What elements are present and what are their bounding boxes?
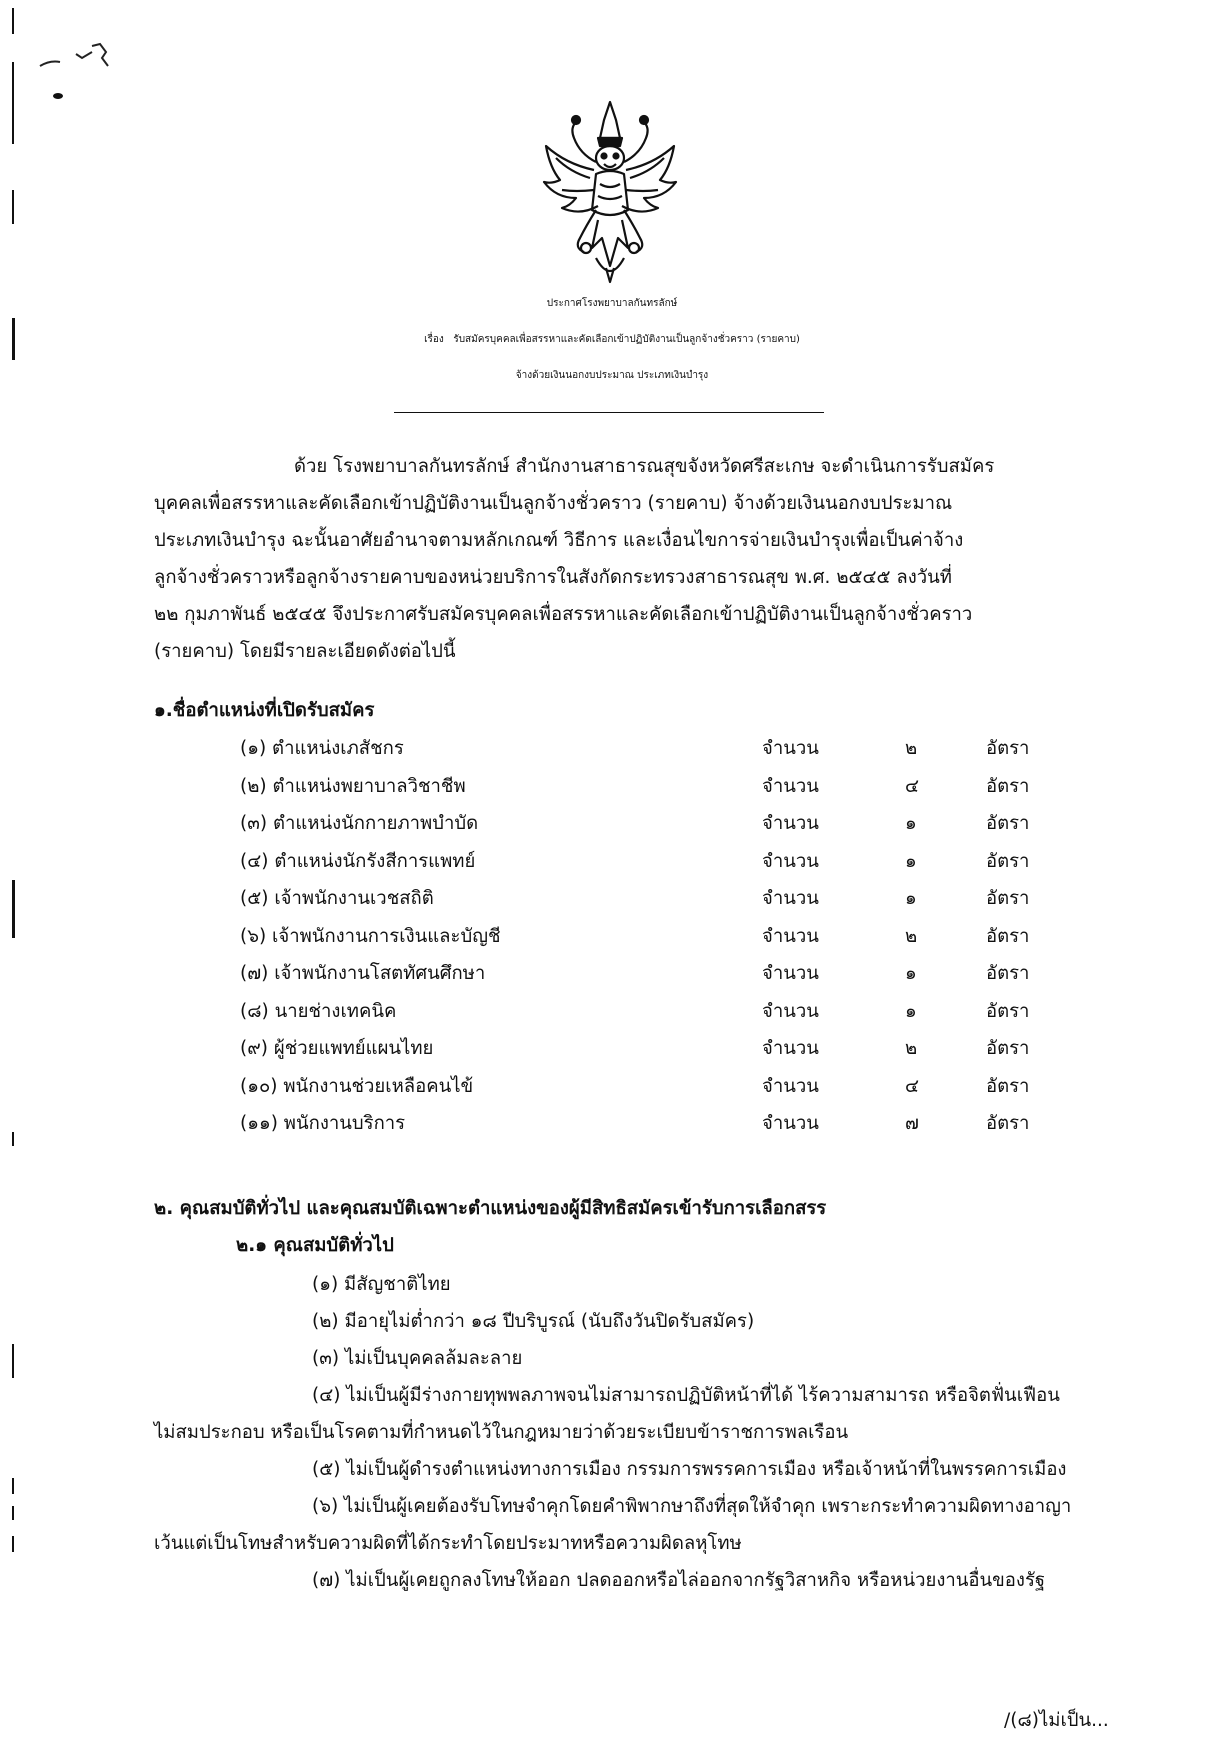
- qualification-item-continued: ไม่สมประกอบ หรือเป็นโรคตามที่กำหนดไว้ในกฎหมายว่าด้วยระเบียบข้าราชการพลเรือน: [154, 1422, 849, 1443]
- scan-edge-mark: [12, 8, 14, 34]
- position-count: ๑: [905, 850, 917, 872]
- announcement-subject: [0, 326, 1224, 354]
- position-name: (๒) ตำแหน่งพยาบาลวิชาชีพ: [240, 775, 466, 797]
- position-count-label: จำนวน: [762, 963, 819, 984]
- qualification-item: (๔) ไม่เป็นผู้มีร่างกายทุพพลภาพจนไม่สามารถปฏิบัติหน้าที่ได้ ไร้ความสามารถ หรือจิตฟั่นเฟือน: [312, 1385, 1060, 1406]
- position-unit: อัตรา: [986, 813, 1030, 834]
- position-count: ๔: [905, 1075, 920, 1097]
- list-item: [240, 993, 1070, 1031]
- position-count-label: จำนวน: [762, 925, 819, 947]
- intro-line: ลูกจ้างชั่วคราวหรือลูกจ้างรายคาบของหน่วยบริการในสังกัดกระทรวงสาธารณสุข พ.ศ. ๒๕๔๕ ลงวันที่: [154, 567, 952, 588]
- list-item: [240, 918, 1070, 956]
- list-item: [240, 955, 1070, 993]
- subject-text: รับสมัครบุคคลเพื่อสรรหาและคัดเลือกเข้าปฏิบัติงานเป็นลูกจ้างชั่วคราว (รายคาบ): [453, 334, 800, 345]
- position-name: (๗) เจ้าพนักงานโสตทัศนศึกษา: [240, 963, 486, 984]
- scan-edge-mark: [12, 880, 15, 938]
- section1-heading: ๑.ชื่อตำแหน่งที่เปิดรับสมัคร: [154, 700, 375, 721]
- position-count-label: จำนวน: [762, 775, 819, 797]
- scan-edge-mark: [12, 1506, 14, 1520]
- position-name: (๔) ตำแหน่งนักรังสีการแพทย์: [240, 850, 476, 872]
- section2-subheading: ๒.๑ คุณสมบัติทั่วไป: [236, 1235, 394, 1256]
- intro-line: (รายคาบ) โดยมีรายละเอียดดังต่อไปนี้: [154, 641, 456, 662]
- qualification-item: (๓) ไม่เป็นบุคคลล้มละลาย: [312, 1348, 523, 1369]
- list-item: [240, 805, 1070, 843]
- position-count: ๗: [905, 1113, 919, 1134]
- position-unit: อัตรา: [986, 738, 1030, 759]
- qualification-item: (๒) มีอายุไม่ต่ำกว่า ๑๘ ปีบริบูรณ์ (นับถึงวันปิดรับสมัคร): [312, 1311, 755, 1332]
- list-item: [240, 880, 1070, 918]
- position-name: (๑๑) พนักงานบริการ: [240, 1113, 406, 1134]
- position-name: (๖) เจ้าพนักงานการเงินและบัญชี: [240, 925, 501, 947]
- position-unit: อัตรา: [986, 775, 1030, 797]
- list-item: [240, 1105, 1070, 1143]
- position-count: ๒: [905, 1038, 918, 1059]
- scan-edge-mark: [12, 190, 14, 224]
- position-count: ๒: [905, 925, 918, 947]
- position-count: ๑: [905, 888, 917, 909]
- position-unit: อัตรา: [986, 850, 1030, 872]
- position-unit: อัตรา: [986, 925, 1030, 947]
- position-count: ๑: [905, 813, 917, 834]
- position-name: (๙) ผู้ช่วยแพทย์แผนไทย: [240, 1038, 434, 1059]
- intro-line: บุคคลเพื่อสรรหาและคัดเลือกเข้าปฏิบัติงานเป็นลูกจ้างชั่วคราว (รายคาบ) จ้างด้วยเงินนอกงบประมาณ: [154, 493, 953, 514]
- intro-line: ด้วย โรงพยาบาลกันทรลักษ์ สำนักงานสาธารณสุขจังหวัดศรีสะเกษ จะดำเนินการรับสมัคร: [294, 456, 995, 477]
- position-count: ๔: [905, 775, 920, 797]
- scan-edge-mark: [12, 1344, 14, 1378]
- list-item: [240, 730, 1070, 768]
- position-unit: อัตรา: [986, 1038, 1030, 1059]
- positions-list: [240, 730, 1070, 1143]
- announcement-subject-line2: จ้างด้วยเงินนอกงบประมาณ ประเภทเงินบำรุง: [515, 370, 709, 381]
- qualification-item: (๕) ไม่เป็นผู้ดำรงตำแหน่งทางการเมือง กรรมการพรรคการเมือง หรือเจ้าหน้าที่ในพรรคการเมือง: [312, 1459, 1067, 1480]
- position-count-label: จำนวน: [762, 738, 819, 759]
- list-item: [240, 843, 1070, 881]
- list-item: [240, 768, 1070, 806]
- page-continuation: /(๘)ไม่เป็น...: [1004, 1710, 1109, 1731]
- position-name: (๑๐) พนักงานช่วยเหลือคนไข้: [240, 1075, 474, 1097]
- position-count-label: จำนวน: [762, 1113, 819, 1134]
- position-count-label: จำนวน: [762, 1038, 819, 1059]
- qualification-item: (๑) มีสัญชาติไทย: [312, 1274, 451, 1295]
- position-unit: อัตรา: [986, 1000, 1030, 1022]
- position-unit: อัตรา: [986, 1113, 1030, 1134]
- position-name: (๕) เจ้าพนักงานเวชสถิติ: [240, 888, 434, 909]
- section2-heading: ๒. คุณสมบัติทั่วไป และคุณสมบัติเฉพาะตำแหน่งของผู้มีสิทธิสมัครเข้ารับการเลือกสรร: [154, 1198, 827, 1219]
- header-divider: [394, 412, 824, 413]
- scan-speck: [36, 36, 116, 106]
- subject-label: เรื่อง: [424, 334, 444, 345]
- position-count: ๑: [905, 963, 917, 984]
- scan-edge-mark: [12, 1478, 14, 1494]
- position-name: (๓) ตำแหน่งนักกายภาพบำบัด: [240, 813, 479, 834]
- list-item: [240, 1068, 1070, 1106]
- position-count-label: จำนวน: [762, 888, 819, 909]
- position-count: ๒: [905, 738, 918, 759]
- position-count-label: จำนวน: [762, 850, 819, 872]
- qualification-item: (๖) ไม่เป็นผู้เคยต้องรับโทษจำคุกโดยคำพิพากษาถึงที่สุดให้จำคุก เพราะกระทำความผิดทางอาญา: [312, 1496, 1072, 1517]
- position-name: (๘) นายช่างเทคนิค: [240, 1000, 397, 1022]
- qualification-item-continued: เว้นแต่เป็นโทษสำหรับความผิดที่ได้กระทำโดยประมาทหรือความผิดลหุโทษ: [154, 1533, 742, 1554]
- position-name: (๑) ตำแหน่งเภสัชกร: [240, 738, 404, 759]
- intro-line: ประเภทเงินบำรุง ฉะนั้นอาศัยอำนาจตามหลักเกณฑ์ วิธีการ และเงื่อนไขการจ่ายเงินบำรุงเพื่อเป็นค่าจ้าง: [154, 530, 964, 551]
- scan-edge-mark: [12, 62, 14, 144]
- list-item: [240, 1030, 1070, 1068]
- scan-edge-mark: [12, 1536, 14, 1552]
- position-count-label: จำนวน: [762, 813, 819, 834]
- position-unit: อัตรา: [986, 888, 1030, 909]
- intro-line: ๒๒ กุมภาพันธ์ ๒๕๔๕ จึงประกาศรับสมัครบุคคลเพื่อสรรหาและคัดเลือกเข้าปฏิบัติงานเป็นลูกจ้างชั่วคราว: [154, 604, 973, 625]
- scan-edge-mark: [12, 1132, 14, 1146]
- qualification-item: (๗) ไม่เป็นผู้เคยถูกลงโทษให้ออก ปลดออกหรือไล่ออกจากรัฐวิสาหกิจ หรือหน่วยงานอื่นของรัฐ: [312, 1570, 1046, 1591]
- position-count-label: จำนวน: [762, 1075, 819, 1097]
- position-unit: อัตรา: [986, 1075, 1030, 1097]
- position-count: ๑: [905, 1000, 917, 1022]
- announcement-title: ประกาศโรงพยาบาลกันทรลักษ์: [546, 298, 678, 309]
- position-count-label: จำนวน: [762, 1000, 819, 1022]
- position-unit: อัตรา: [986, 963, 1030, 984]
- garuda-emblem-icon: [540, 98, 680, 284]
